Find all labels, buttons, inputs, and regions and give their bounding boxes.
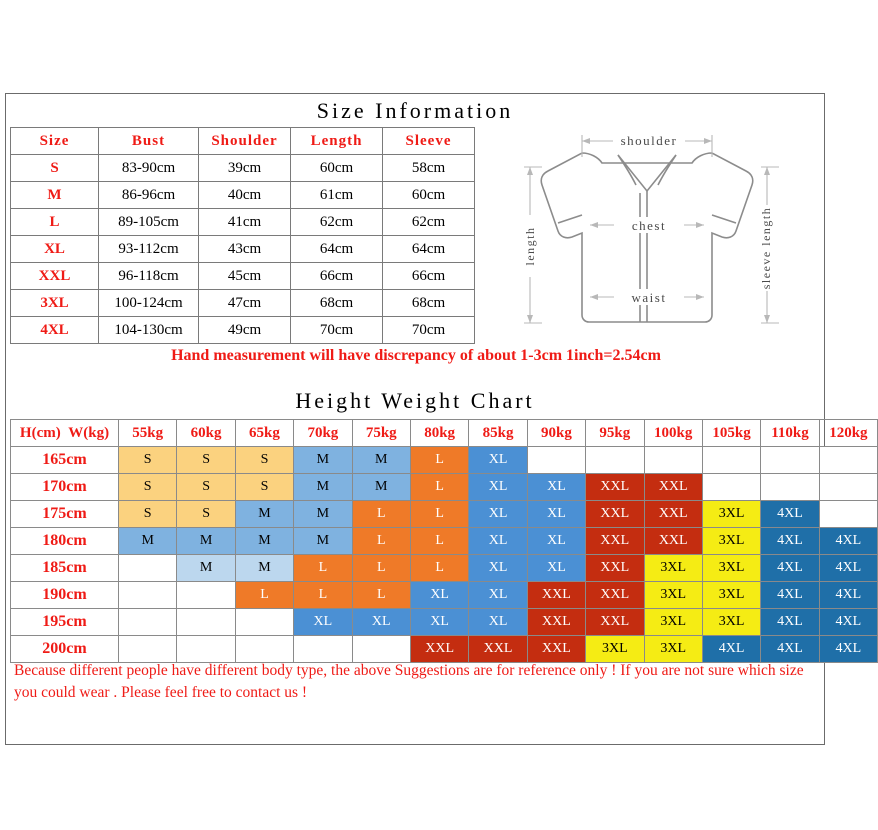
size-cell (819, 474, 877, 501)
size-cell: XXL (527, 636, 585, 663)
cell-bust: 89-105cm (99, 209, 199, 236)
table-row (11, 501, 878, 528)
size-cell: XXL (644, 501, 702, 528)
cell-size: XL (11, 236, 99, 263)
table-row (11, 582, 878, 609)
size-cell: L (410, 501, 468, 528)
weight-header: 75kg (352, 420, 410, 447)
table-row (11, 209, 475, 236)
size-cell (586, 447, 644, 474)
height-weight-title: Height Weight Chart (295, 388, 535, 413)
size-cell: L (352, 582, 410, 609)
size-cell (235, 636, 293, 663)
height-label: 190cm (11, 582, 119, 609)
table-row (11, 317, 475, 344)
corner-cell (11, 420, 119, 447)
table-row (11, 447, 878, 474)
size-cell: 3XL (702, 609, 760, 636)
size-information-table (10, 127, 475, 344)
height-label: 195cm (11, 609, 119, 636)
weight-header: 90kg (527, 420, 585, 447)
table-row (11, 555, 878, 582)
size-cell: L (410, 528, 468, 555)
size-cell: XXL (586, 582, 644, 609)
cell-size: XXL (11, 263, 99, 290)
cell-shoulder: 41cm (199, 209, 291, 236)
size-cell: XXL (644, 528, 702, 555)
size-cell (294, 636, 352, 663)
height-weight-table (10, 419, 878, 663)
cell-bust: 104-130cm (99, 317, 199, 344)
cell-length: 70cm (291, 317, 383, 344)
table-row (11, 182, 475, 209)
size-cell: XXL (410, 636, 468, 663)
size-cell: 3XL (644, 582, 702, 609)
size-cell: 3XL (644, 636, 702, 663)
size-cell: L (410, 447, 468, 474)
table-row (11, 474, 878, 501)
size-cell (235, 609, 293, 636)
table-row (11, 155, 475, 182)
diagram-label-sleeve-length: sleeve length (759, 206, 773, 290)
cell-length: 68cm (291, 290, 383, 317)
size-cell: XL (527, 474, 585, 501)
cell-length: 64cm (291, 236, 383, 263)
size-cell: XXL (586, 501, 644, 528)
cell-length: 60cm (291, 155, 383, 182)
corner-label-h: H(cm) (19, 424, 61, 441)
column-header-shoulder: Shoulder (199, 128, 291, 155)
size-cell: 3XL (586, 636, 644, 663)
size-cell: XL (527, 501, 585, 528)
cell-size: M (11, 182, 99, 209)
size-cell: L (352, 528, 410, 555)
table-row (11, 528, 878, 555)
size-cell (644, 447, 702, 474)
size-cell: XL (294, 609, 352, 636)
size-cell: XL (352, 609, 410, 636)
cell-shoulder: 39cm (199, 155, 291, 182)
weight-header: 95kg (586, 420, 644, 447)
size-cell: XL (469, 609, 527, 636)
size-cell: 4XL (761, 555, 819, 582)
size-cell: XXL (586, 555, 644, 582)
height-label: 175cm (11, 501, 119, 528)
table-row (11, 236, 475, 263)
cell-sleeve: 64cm (383, 236, 475, 263)
size-cell: M (177, 555, 235, 582)
size-cell: 3XL (644, 609, 702, 636)
size-cell: XXL (586, 528, 644, 555)
size-information-section (6, 94, 824, 377)
size-cell: L (410, 555, 468, 582)
weight-header: 120kg (819, 420, 877, 447)
cell-shoulder: 43cm (199, 236, 291, 263)
column-header-sleeve: Sleeve (383, 128, 475, 155)
size-cell: 4XL (819, 609, 877, 636)
diagram-label-shoulder: shoulder (620, 133, 678, 148)
cell-sleeve: 60cm (383, 182, 475, 209)
size-cell: S (119, 447, 177, 474)
size-cell: L (294, 555, 352, 582)
cell-sleeve: 68cm (383, 290, 475, 317)
size-cell: XL (527, 528, 585, 555)
size-cell (119, 555, 177, 582)
size-cell: M (235, 501, 293, 528)
cell-length: 62cm (291, 209, 383, 236)
size-cell: XL (469, 447, 527, 474)
size-cell: 3XL (702, 501, 760, 528)
size-cell (352, 636, 410, 663)
cell-length: 61cm (291, 182, 383, 209)
size-cell (527, 447, 585, 474)
size-information-title: Size Information (316, 98, 514, 123)
size-cell: M (294, 528, 352, 555)
height-label: 200cm (11, 636, 119, 663)
cell-size: 3XL (11, 290, 99, 317)
size-cell (761, 447, 819, 474)
chart-panel (5, 93, 868, 745)
size-cell (119, 636, 177, 663)
size-cell: XXL (527, 582, 585, 609)
size-cell: 4XL (761, 609, 819, 636)
size-cell: S (119, 501, 177, 528)
size-cell: M (294, 447, 352, 474)
size-cell (761, 474, 819, 501)
weight-header: 70kg (294, 420, 352, 447)
size-cell: S (177, 447, 235, 474)
size-cell: 4XL (761, 501, 819, 528)
size-cell: 3XL (702, 528, 760, 555)
size-cell: XL (527, 555, 585, 582)
diagram-label-chest: chest (631, 218, 667, 233)
size-cell: 4XL (819, 528, 877, 555)
height-label: 185cm (11, 555, 119, 582)
cell-shoulder: 45cm (199, 263, 291, 290)
cell-bust: 86-96cm (99, 182, 199, 209)
size-cell: 3XL (644, 555, 702, 582)
size-cell: XL (469, 501, 527, 528)
weight-header: 60kg (177, 420, 235, 447)
size-cell: XL (469, 528, 527, 555)
weight-header: 80kg (410, 420, 468, 447)
cell-length: 66cm (291, 263, 383, 290)
size-cell: L (410, 474, 468, 501)
size-cell: XXL (586, 474, 644, 501)
height-label: 165cm (11, 447, 119, 474)
size-cell: 4XL (819, 636, 877, 663)
size-cell: 4XL (819, 582, 877, 609)
size-cell: M (235, 555, 293, 582)
weight-header: 55kg (119, 420, 177, 447)
size-cell (177, 609, 235, 636)
table-row (11, 636, 878, 663)
size-cell: M (352, 474, 410, 501)
cell-bust: 93-112cm (99, 236, 199, 263)
size-cell: 4XL (761, 528, 819, 555)
size-cell: S (235, 447, 293, 474)
cell-shoulder: 47cm (199, 290, 291, 317)
table-row (11, 263, 475, 290)
size-cell: 4XL (761, 636, 819, 663)
size-cell: 4XL (819, 555, 877, 582)
cell-sleeve: 58cm (383, 155, 475, 182)
size-cell: 3XL (702, 555, 760, 582)
size-cell (119, 609, 177, 636)
size-cell: L (235, 582, 293, 609)
cell-sleeve: 70cm (383, 317, 475, 344)
size-cell: XXL (469, 636, 527, 663)
column-header-size: Size (11, 128, 99, 155)
size-cell (702, 474, 760, 501)
size-cell: L (352, 555, 410, 582)
cell-bust: 100-124cm (99, 290, 199, 317)
cell-sleeve: 62cm (383, 209, 475, 236)
size-cell: 4XL (702, 636, 760, 663)
size-cell: L (294, 582, 352, 609)
size-cell: M (294, 474, 352, 501)
size-cell: XL (410, 609, 468, 636)
size-cell: 3XL (702, 582, 760, 609)
column-header-length: Length (291, 128, 383, 155)
cell-shoulder: 40cm (199, 182, 291, 209)
table-header-row (11, 128, 475, 155)
weight-header: 85kg (469, 420, 527, 447)
size-cell (819, 501, 877, 528)
size-cell (819, 447, 877, 474)
measurement-note: Hand measurement will have discrepancy of about 1-3cm 1inch=2.54cm (171, 347, 661, 364)
column-header-bust: Bust (99, 128, 199, 155)
shirt-diagram (486, 127, 816, 339)
size-cell: XXL (644, 474, 702, 501)
size-cell: L (352, 501, 410, 528)
size-cell: XL (469, 555, 527, 582)
cell-size: 4XL (11, 317, 99, 344)
size-cell: XXL (586, 609, 644, 636)
weight-header: 105kg (702, 420, 760, 447)
size-cell: M (177, 528, 235, 555)
size-cell (177, 636, 235, 663)
size-cell: M (294, 501, 352, 528)
height-label: 180cm (11, 528, 119, 555)
cell-shoulder: 49cm (199, 317, 291, 344)
size-cell: 4XL (761, 582, 819, 609)
size-cell: XL (469, 474, 527, 501)
diagram-label-length: length (523, 226, 537, 266)
table-row (11, 609, 878, 636)
size-cell: S (177, 501, 235, 528)
table-row (11, 290, 475, 317)
size-cell: XL (410, 582, 468, 609)
cell-size: S (11, 155, 99, 182)
height-label: 170cm (11, 474, 119, 501)
diagram-label-waist: waist (631, 290, 667, 305)
cell-bust: 96-118cm (99, 263, 199, 290)
size-cell: S (177, 474, 235, 501)
disclaimer-note: Because different people have different body type, the above Suggestions are for reference only ! If you are not sure which size you could wear . Please feel free to contact us ! (14, 662, 804, 702)
size-cell (177, 582, 235, 609)
size-cell (119, 582, 177, 609)
size-cell: S (119, 474, 177, 501)
cell-bust: 83-90cm (99, 155, 199, 182)
size-cell: M (235, 528, 293, 555)
size-cell: M (352, 447, 410, 474)
corner-label-w: W(kg) (68, 424, 110, 441)
cell-size: L (11, 209, 99, 236)
size-cell: M (119, 528, 177, 555)
size-cell: XL (469, 582, 527, 609)
weight-header: 110kg (761, 420, 819, 447)
size-cell: S (235, 474, 293, 501)
size-cell (702, 447, 760, 474)
header-row (11, 420, 878, 447)
size-cell: XXL (527, 609, 585, 636)
weight-header: 65kg (235, 420, 293, 447)
weight-header: 100kg (644, 420, 702, 447)
cell-sleeve: 66cm (383, 263, 475, 290)
